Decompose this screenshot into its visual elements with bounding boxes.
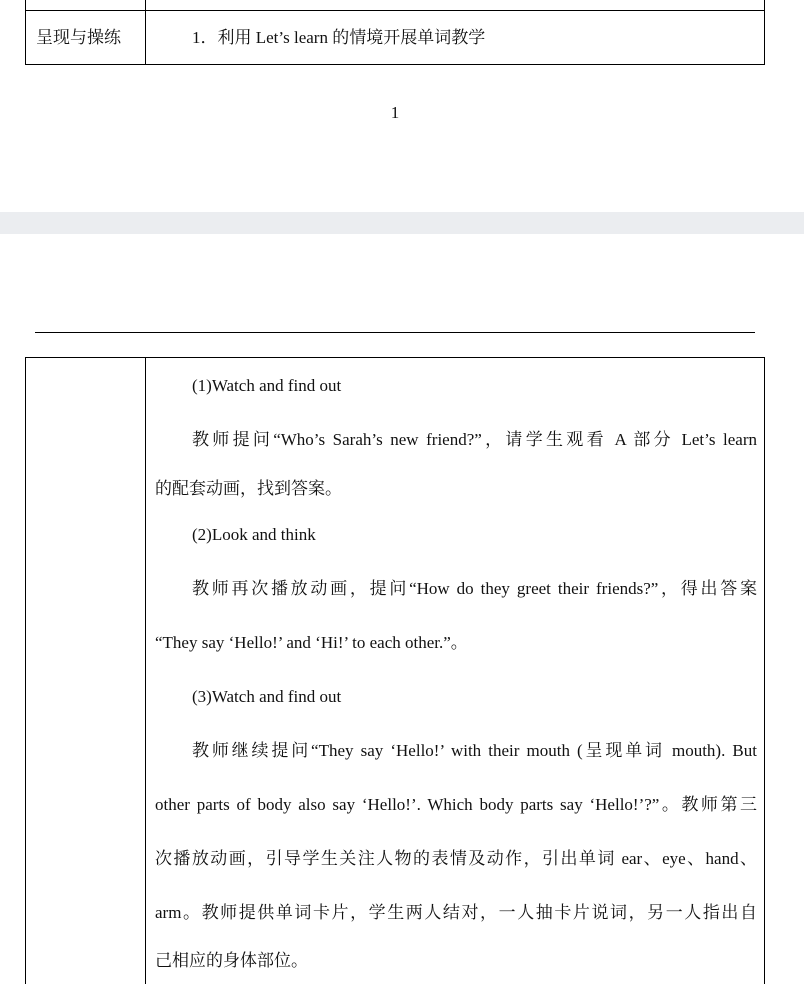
page-number: 1 bbox=[390, 103, 400, 122]
paragraph-line: 次播放动画，引导学生关注人物的表情及动作，引出单词 ear、eye、hand、 bbox=[155, 849, 757, 868]
table2-border-top bbox=[25, 357, 765, 358]
header-rule bbox=[35, 332, 755, 333]
paragraph-line: 教师再次播放动画，提问“How do they greet their friends?”，得出答案 bbox=[192, 579, 757, 598]
table2-border-right bbox=[764, 357, 765, 984]
step-heading-2: (2)Look and think bbox=[192, 525, 316, 544]
table2-border-left bbox=[25, 357, 26, 984]
step-heading-3: (3)Watch and find out bbox=[192, 687, 342, 706]
row-content: 1．利用 Let’s learn 的情境开展单词教学 bbox=[192, 28, 486, 47]
paragraph-line: 己相应的身体部位。 bbox=[155, 951, 308, 970]
step-heading-1: (1)Watch and find out bbox=[192, 376, 342, 395]
paragraph-line: other parts of body also say ‘Hello!’. Which body parts say ‘Hello!’?”。教师第三 bbox=[155, 795, 757, 814]
page-separator bbox=[0, 212, 804, 234]
paragraph-line: 的配套动画，找到答案。 bbox=[155, 479, 342, 498]
table-border-bottom bbox=[25, 64, 765, 65]
paragraph-line: 教师提问“Who’s Sarah’s new friend?”，请学生观看 A 部分 Let’s learn bbox=[192, 430, 757, 449]
paragraph-line: arm。教师提供单词卡片，学生两人结对，一人抽卡片说词，另一人指出自 bbox=[155, 903, 757, 922]
row-label: 呈现与操练 bbox=[36, 28, 121, 47]
table-border-rule bbox=[25, 10, 765, 11]
paragraph-line: 教师继续提问“They say ‘Hello!’ with their mouth (呈现单词 mouth). But bbox=[192, 741, 757, 760]
table2-border-divider bbox=[145, 357, 146, 984]
paragraph-line: “They say ‘Hello!’ and ‘Hi!’ to each other.”。 bbox=[155, 633, 468, 652]
